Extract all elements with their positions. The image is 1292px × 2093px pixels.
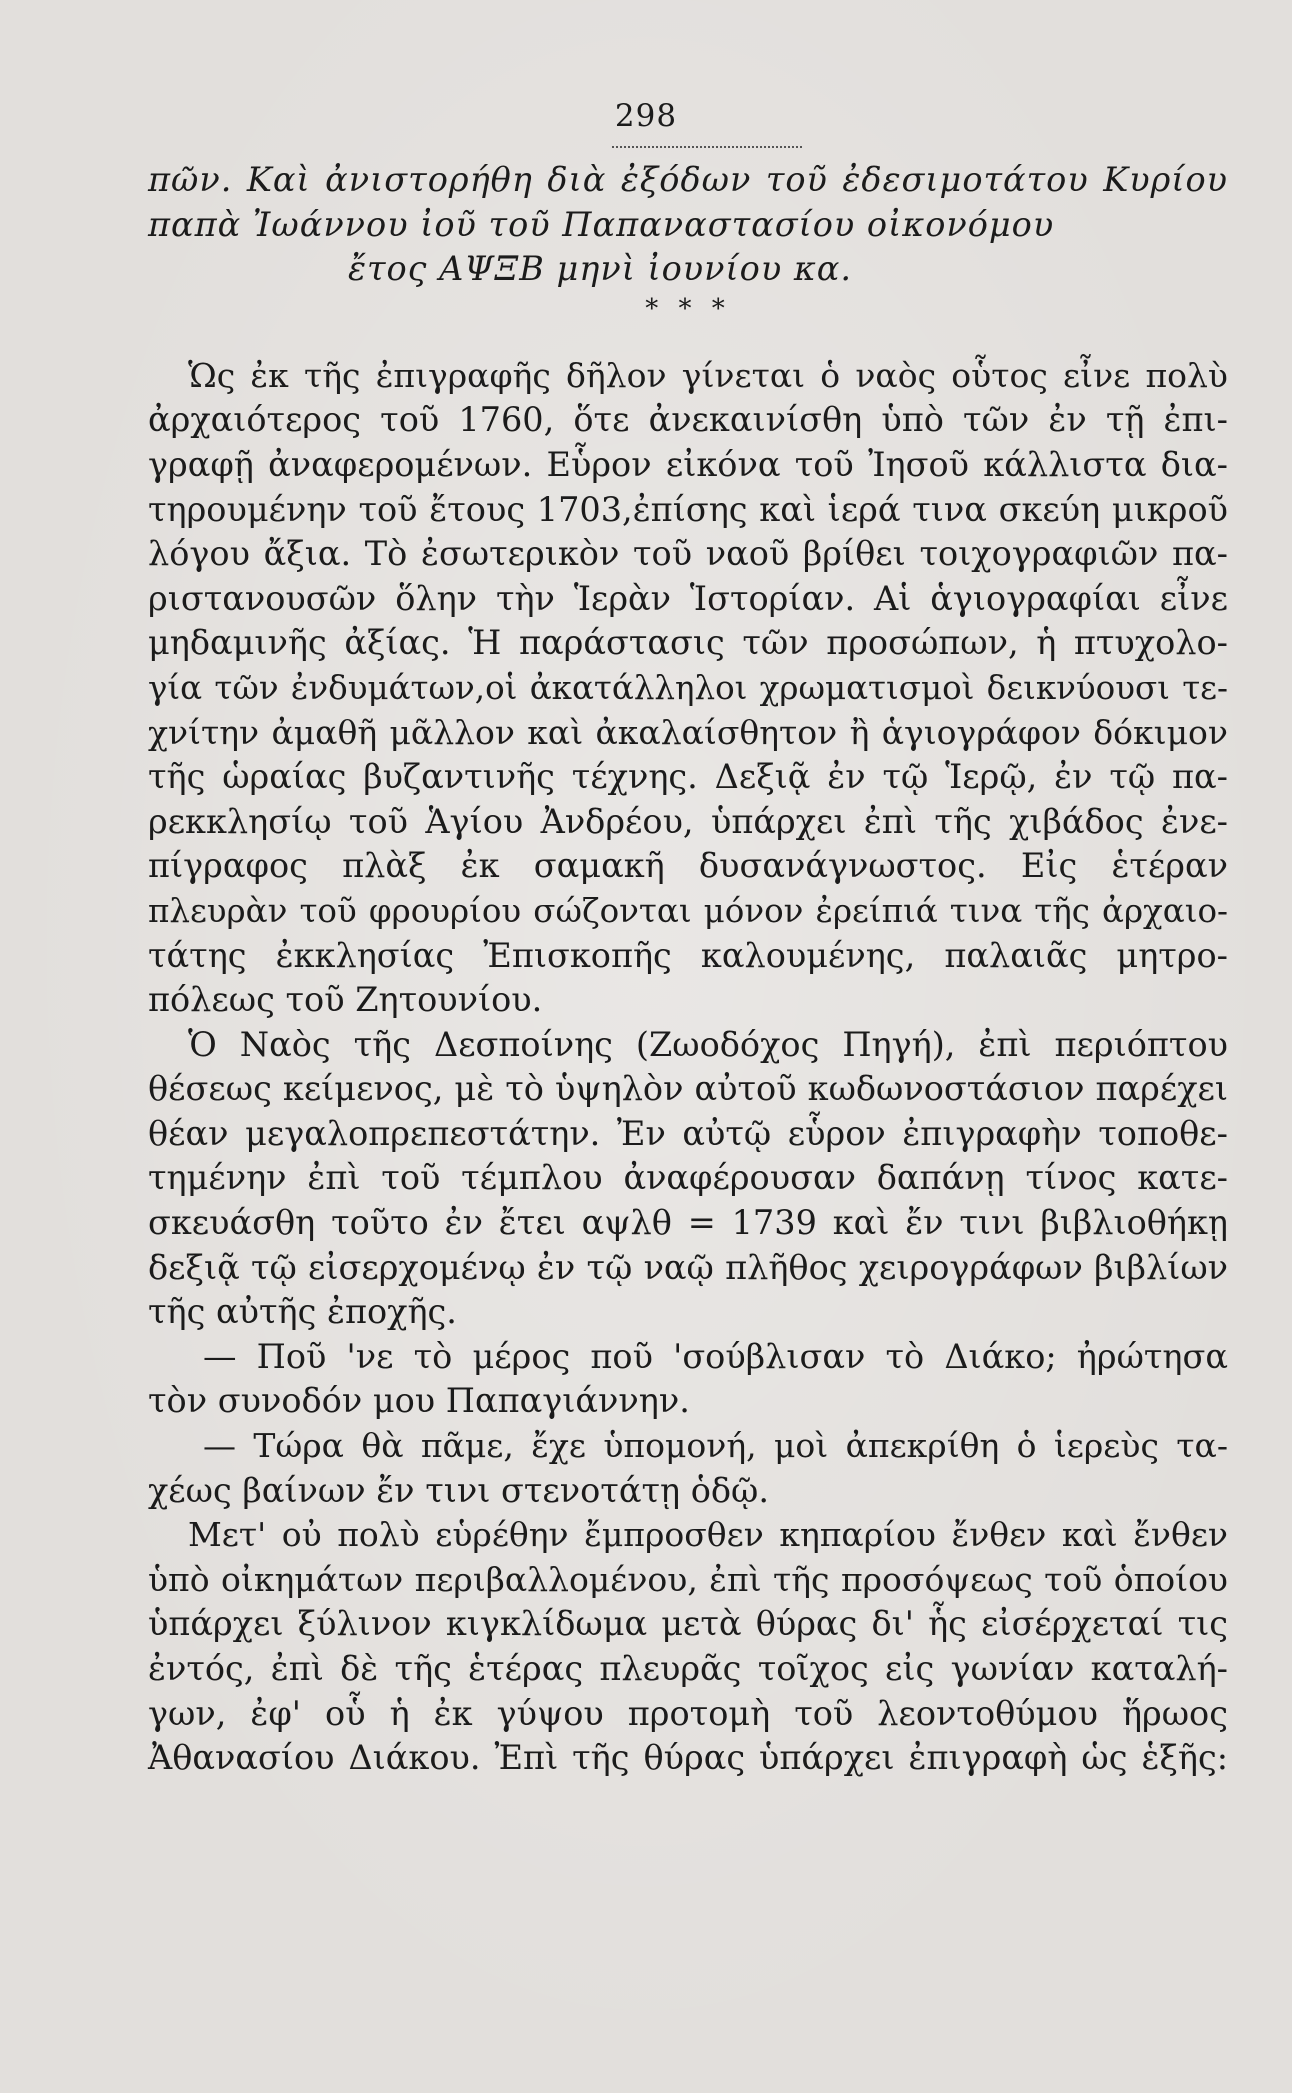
body-line: ὑπάρχει ξύλινον κιγκλίδωμα μετὰ θύρας δι' ἧς εἰσέρχεταί τις [148, 1604, 1228, 1644]
body-line: ὑπὸ οἰκημάτων περιβαλλομένου, ἐπὶ τῆς προσόψεως τοῦ ὁποίου [148, 1559, 1228, 1599]
body-line: χνίτην ἀμαθῆ μᾶλλον καὶ ἀκαλαίσθητον ἢ ἁγιογράφον δόκιμον [148, 712, 1228, 752]
body-line: ριστανουσῶν ὅλην τὴν Ἱερὰν Ἱστορίαν. Αἱ ἁγιογραφίαι εἶνε [148, 578, 1228, 618]
body-line: γων, ἐφ' οὗ ἡ ἐκ γύψου προτομὴ τοῦ λεοντοθύμου ἥρωος [148, 1693, 1228, 1733]
inscription-line-3: ἔτος ΑΨΞΒ μηνὶ ἰουνίου κα. [348, 249, 853, 289]
dialogue-line: χέως βαίνων ἔν τινι στενοτάτῃ ὁδῷ. [148, 1470, 770, 1510]
body-line: τημένην ἐπὶ τοῦ τέμπλου ἀναφέρουσαν δαπάνῃ τίνος κατε- [148, 1158, 1228, 1198]
body-line: γία τῶν ἐνδυμάτων,οἱ ἀκατάλληλοι χρωματισμοὶ δεικνύουσι τε- [148, 668, 1228, 707]
text-column [148, 158, 1228, 1781]
body-line: τηρουμένην τοῦ ἔτους 1703,ἐπίσης καὶ ἱερά τινα σκεύη μικροῦ [148, 489, 1228, 529]
body-line: Ἀθανασίου Διάκου. Ἐπὶ τῆς θύρας ὑπάρχει ἐπιγραφὴ ὡς ἑξῆς: [148, 1738, 1228, 1778]
inscription-line-1: πῶν. Καὶ ἀνιστορήθη διὰ ἐξόδων τοῦ ἐδεσιμοτάτου Κυρίου [148, 160, 1228, 199]
body-line: θέαν μεγαλοπρεπεστάτην. Ἐν αὐτῷ εὗρον ἐπιγραφὴν τοποθε- [148, 1113, 1228, 1153]
body-line: πόλεως τοῦ Ζητουνίου. [148, 980, 543, 1020]
body-line: λόγου ἄξια. Τὸ ἐσωτερικὸν τοῦ ναοῦ βρίθει τοιχογραφιῶν πα- [148, 534, 1228, 574]
body-line: ρεκκλησίῳ τοῦ Ἁγίου Ἀνδρέου, ὑπάρχει ἐπὶ τῆς χιβάδος ἐνε- [148, 801, 1228, 841]
body-line: σκευάσθη τοῦτο ἐν ἔτει αψλθ = 1739 καὶ ἔν τινι βιβλιοθήκῃ [148, 1203, 1228, 1243]
inscription-line-2: παπὰ Ἰωάννου ἰοῦ τοῦ Παπαναστασίου οἰκονόμου [148, 204, 1055, 244]
page-number-ornament-rule [612, 146, 802, 148]
body-line: πίγραφος πλὰξ ἐκ σαμακῆ δυσανάγνωστος. Εἰς ἑτέραν [148, 846, 1228, 886]
body-line: Μετ' οὐ πολὺ εὑρέθην ἔμπροσθεν κηπαρίου ἔνθεν καὶ ἔνθεν [188, 1515, 1228, 1555]
dialogue-line: — Τώρα θὰ πᾶμε, ἔχε ὑπομονή, μοὶ ἀπεκρίθη ὁ ἱερεὺς τα- [203, 1426, 1228, 1466]
body-line: γραφῇ ἀναφερομένων. Εὗρον εἰκόνα τοῦ Ἰησοῦ κάλλιστα δια- [148, 444, 1228, 484]
dialogue-line: — Ποῦ 'νε τὸ μέρος ποῦ 'σούβλισαν τὸ Διάκο; ἠρώτησα [203, 1336, 1228, 1376]
body-line: Ὁ Ναὸς τῆς Δεσποίνης (Ζωοδόχος Πηγή), ἐπὶ περιόπτου [188, 1024, 1228, 1064]
body-line: μηδαμινῆς ἀξίας. Ἡ παράστασις τῶν προσώπων, ἡ πτυχολο- [148, 623, 1228, 663]
body-line: ἐντός, ἐπὶ δὲ τῆς ἑτέρας πλευρᾶς τοῖχος εἰς γωνίαν καταλή- [148, 1649, 1228, 1688]
body-line: τῆς ὡραίας βυζαντινῆς τέχνης. Δεξιᾷ ἐν τῷ Ἱερῷ, ἐν τῷ πα- [148, 757, 1228, 797]
body-line: πλευρὰν τοῦ φρουρίου σώζονται μόνον ἐρείπιά τινα τῆς ἀρχαιο- [148, 891, 1228, 930]
body-line: τῆς αὐτῆς ἐποχῆς. [148, 1292, 457, 1332]
body-line: Ὡς ἐκ τῆς ἐπιγραφῆς δῆλον γίνεται ὁ ναὸς οὗτος εἶνε πολὺ [188, 355, 1228, 395]
body-line: τάτης ἐκκλησίας Ἐπισκοπῆς καλουμένης, παλαιᾶς μητρο- [148, 935, 1228, 975]
page-number: 298 [614, 98, 678, 134]
body-line: ἀρχαιότερος τοῦ 1760, ὅτε ἀνεκαινίσθη ὑπὸ τῶν ἐν τῇ ἐπι- [148, 400, 1228, 440]
body-line: δεξιᾷ τῷ εἰσερχομένῳ ἐν τῷ ναῷ πλῆθος χειρογράφων βιβλίων [148, 1247, 1228, 1287]
dialogue-line: τὸν συνοδόν μου Παπαγιάννην. [148, 1381, 690, 1421]
section-stars-divider: * * * [645, 293, 731, 324]
body-line: θέσεως κείμενος, μὲ τὸ ὑψηλὸν αὐτοῦ κωδωνοστάσιον παρέχει [148, 1069, 1228, 1109]
